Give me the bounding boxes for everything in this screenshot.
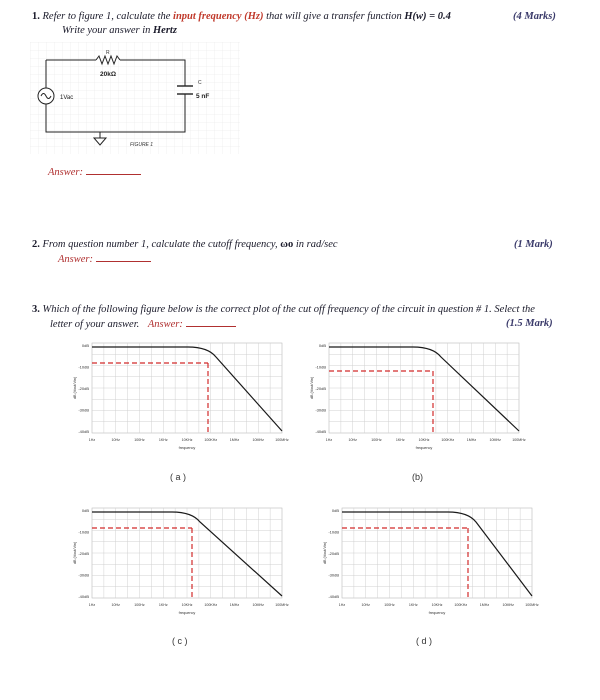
y-tick-label: 0dB [81,508,89,513]
y-tick-label: -20dB [315,386,326,391]
question-3 [32,303,577,316]
bode-plot-b [305,337,530,462]
circuit-figure [30,42,240,154]
y-axis-label: dB (Vout/Vin) [73,376,77,400]
question-1-answer [48,165,141,178]
question-3-number: 3. [32,304,40,315]
question-1-highlight: input frequency (Hz) [173,11,264,22]
y-tick-label: -20dB [78,386,89,391]
bode-plot-d [318,502,543,627]
y-tick-label: -10dB [78,364,89,370]
question-1-number: 1. [32,11,40,22]
x-tick-label: 10Hz [111,438,120,442]
question-1 [32,10,502,23]
source-label: 1Vac [60,95,74,101]
x-tick-label: 100KHz [454,603,468,607]
y-tick-label: -30dB [328,572,339,578]
y-tick-label: -40dB [78,594,89,599]
x-tick-label: 10Hz [361,603,370,607]
y-axis-label: dB (Vout/Vin) [73,541,77,565]
x-tick-label: 100MHz [275,603,289,607]
question-1-text-post: that will give a transfer function [263,11,405,22]
x-tick-label: 100KHz [441,438,455,442]
bode-plot-a [68,337,293,462]
question-3-line1: Which of the following figure below is the correct plot of the cut off frequency of the circuit in question # 1. Select the [42,304,535,315]
x-tick-label: 100MHz [275,438,289,442]
y-axis-label: dB (Vout/Vin) [310,376,314,400]
x-tick-label: 100KHz [204,438,218,442]
y-tick-label: 0dB [331,508,339,513]
question-2-answer-blank[interactable] [96,252,151,262]
capacitor-value: 5 nF [196,93,210,100]
question-2-marks: (1 Mark) [514,239,553,250]
question-2-answer-label: Answer: [58,254,93,265]
y-tick-label: -10dB [328,529,339,535]
y-tick-label: -20dB [78,551,89,556]
question-3-answer-label: Answer: [147,319,183,330]
x-tick-label: 1KHz [408,603,418,607]
y-axis-label: dB (Vout/Vin) [323,541,327,565]
x-tick-label: 100Hz [134,438,145,442]
x-tick-label: 10MHz [252,438,264,442]
x-tick-label: 100Hz [384,603,395,607]
resistor-label: R [106,50,110,56]
x-axis-label: frequency [178,446,196,450]
x-tick-label: 10MHz [502,603,514,607]
question-3-answer-blank[interactable] [186,317,236,327]
question-2 [32,238,472,251]
x-tick-label: 1Hz [88,438,96,442]
question-1-answer-blank[interactable] [86,165,141,175]
question-3-line2-text: letter of your answer. [50,319,140,330]
y-tick-label: -30dB [315,407,326,413]
x-tick-label: 10Hz [111,603,120,607]
y-tick-label: -30dB [78,572,89,578]
x-tick-label: 100Hz [371,438,382,442]
y-tick-label: 0dB [318,343,326,348]
x-tick-label: 1MHz [229,438,240,442]
question-1-answer-label: Answer: [48,167,83,178]
y-tick-label: 0dB [81,343,89,348]
capacitor-label: C [198,80,202,86]
question-1-unit: Hertz [153,25,177,36]
x-tick-label: 1MHz [229,603,240,607]
x-axis-label: frequency [415,446,433,450]
plot-a-label[interactable]: ( a ) [170,472,187,482]
y-tick-label: -40dB [315,429,326,434]
y-tick-label: -10dB [78,529,89,535]
x-tick-label: 10Hz [348,438,357,442]
plot-d-label[interactable]: ( d ) [416,636,433,646]
question-2-number: 2. [32,239,40,250]
x-tick-label: 100Hz [134,603,145,607]
x-tick-label: 10MHz [489,438,501,442]
bode-plot-c [68,502,293,627]
question-1-transfer-function: H(w) = 0.4 [404,11,451,22]
x-tick-label: 1MHz [466,438,477,442]
x-tick-label: 10KHz [181,603,193,607]
x-axis-label: frequency [428,611,446,615]
x-tick-label: 1Hz [338,603,346,607]
x-tick-label: 100KHz [204,603,218,607]
y-tick-label: -40dB [78,429,89,434]
y-tick-label: -20dB [328,551,339,556]
x-tick-label: 10MHz [252,603,264,607]
question-1-text-pre: Refer to figure 1, calculate the [42,11,174,22]
resistor-value: 20kΩ [100,71,117,78]
question-3-line2 [50,317,236,331]
x-tick-label: 1Hz [325,438,333,442]
question-1-line2 [62,24,177,37]
x-tick-label: 1Hz [88,603,96,607]
question-2-symbol: ωo [280,239,294,250]
x-tick-label: 1KHz [395,438,405,442]
figure-caption: FIGURE 1 [130,142,154,148]
question-2-text-post: in rad/sec [293,239,338,250]
x-tick-label: 100MHz [525,603,539,607]
x-tick-label: 1MHz [479,603,490,607]
x-tick-label: 1KHz [158,603,168,607]
question-1-marks: (4 Marks) [513,11,556,22]
x-tick-label: 10KHz [418,438,430,442]
question-1-line2-text: Write your answer in [62,25,153,36]
x-tick-label: 1KHz [158,438,168,442]
question-3-marks: (1.5 Mark) [506,318,553,329]
x-tick-label: 10KHz [431,603,443,607]
x-tick-label: 100MHz [512,438,526,442]
plot-b-label[interactable]: (b) [412,472,423,482]
y-tick-label: -30dB [78,407,89,413]
question-2-text: From question number 1, calculate the cutoff frequency, [42,239,281,250]
question-2-answer [58,252,151,265]
x-axis-label: frequency [178,611,196,615]
y-tick-label: -10dB [315,364,326,370]
y-tick-label: -40dB [328,594,339,599]
x-tick-label: 10KHz [181,438,193,442]
plot-c-label[interactable]: ( c ) [172,636,188,646]
